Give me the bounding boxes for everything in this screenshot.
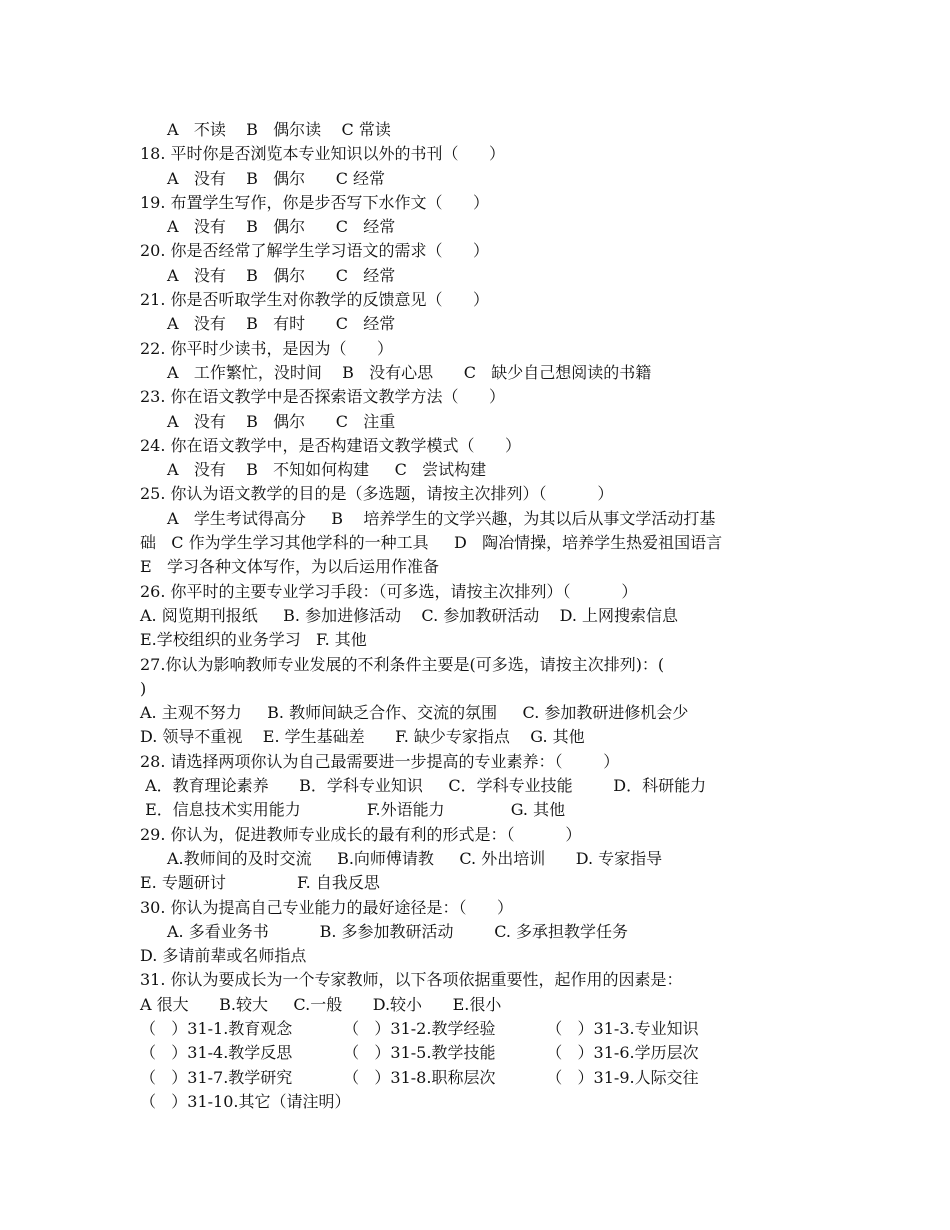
text-line: A 没有 B 偶尔 C 注重: [167, 411, 396, 431]
text-line: （ ）31-1.教育观念 （ ）31-2.教学经验 （ ）31-3.专业知识: [140, 1018, 699, 1038]
text-line: A.教师间的及时交流 B.向师傅请教 C. 外出培训 D. 专家指导: [167, 848, 663, 868]
text-line: A. 多看业务书 B. 多参加教研活动 C. 多承担教学任务: [167, 921, 629, 941]
text-line: 26. 你平时的主要专业学习手段：（可多选，请按主次排列）（ ）: [140, 581, 638, 601]
text-line: 24. 你在语文教学中，是否构建语文教学模式（ ）: [140, 435, 522, 455]
text-line: A 学生考试得高分 B 培养学生的文学兴趣，为其以后从事文学活动打基: [167, 508, 716, 528]
text-line: A 没有 B 偶尔 C 经常: [167, 217, 396, 237]
text-line: 20. 你是否经常了解学生学习语文的需求（ ）: [140, 241, 490, 261]
text-line: （ ）31-7.教学研究 （ ）31-8.职称层次 （ ）31-9.人际交往: [140, 1067, 699, 1087]
text-line: D. 多请前辈或名师指点: [140, 946, 307, 966]
text-line: （ ）31-10.其它（请注明）: [140, 1091, 351, 1111]
text-line: E. 专题研讨 F. 自我反思: [140, 873, 380, 893]
text-line: A．教育理论素养 B．学科专业知识 C．学科专业技能 D．科研能力: [140, 776, 707, 796]
text-line: A. 阅览期刊报纸 B. 参加进修活动 C. 参加教研活动 D. 上网搜索信息: [140, 605, 679, 625]
text-line: 19. 布置学生写作，你是步否写下水作文（ ）: [140, 192, 490, 212]
text-line: ): [140, 678, 147, 698]
text-line: 22. 你平时少读书，是因为（ ）: [140, 338, 394, 358]
text-line: E 学习各种文体写作，为以后运用作准备: [140, 557, 439, 577]
text-line: E.学校组织的业务学习 F. 其他: [140, 630, 367, 650]
text-line: A 很大 B.较大 C.一般 D.较小 E.很小: [140, 994, 502, 1014]
text-line: A 没有 B 不知如何构建 C 尝试构建: [167, 460, 487, 480]
text-line: A 不读 B 偶尔读 C 常读: [167, 120, 391, 139]
text-line: 31. 你认为要成长为一个专家教师，以下各项依据重要性，起作用的因素是：: [140, 970, 683, 990]
text-line: 27.你认为影响教师专业发展的不利条件主要是(可多选，请按主次排列)：(: [140, 654, 665, 674]
text-line: E．信息技术实用能力 F.外语能力 G. 其他: [140, 800, 566, 820]
text-line: 21. 你是否听取学生对你教学的反馈意见（ ）: [140, 290, 490, 310]
text-line: A 没有 B 有时 C 经常: [167, 314, 396, 334]
text-line: 础 C 作为学生学习其他学科的一种工具 D 陶冶情操，培养学生热爱祖国语言: [140, 533, 723, 553]
questionnaire-body: [140, 118, 830, 1114]
text-line: D. 领导不重视 E. 学生基础差 F. 缺少专家指点 G. 其他: [140, 727, 585, 747]
text-line: 29. 你认为，促进教师专业成长的最有利的形式是：（ ）: [140, 824, 582, 844]
text-line: 30. 你认为提高自己专业能力的最好途径是：（ ）: [140, 897, 514, 917]
text-line: A 工作繁忙，没时间 B 没有心思 C 缺少自己想阅读的书籍: [167, 362, 652, 382]
text-line: （ ）31-4.教学反思 （ ）31-5.教学技能 （ ）31-6.学历层次: [140, 1043, 699, 1063]
text-line: A. 主观不努力 B. 教师间缺乏合作、交流的氛围 C. 参加教研进修机会少: [140, 703, 689, 723]
text-line: 18. 平时你是否浏览本专业知识以外的书刊（ ）: [140, 144, 506, 164]
text-line: A 没有 B 偶尔 C 经常: [167, 168, 386, 188]
text-line: 28. 请选择两项你认为自己最需要进一步提高的专业素养：（ ）: [140, 751, 620, 771]
text-line: 23. 你在语文教学中是否探索语文教学方法（ ）: [140, 387, 506, 407]
text-line: 25. 你认为语文教学的目的是（多选题，请按主次排列）（ ）: [140, 484, 614, 504]
text-line: A 没有 B 偶尔 C 经常: [167, 265, 396, 285]
